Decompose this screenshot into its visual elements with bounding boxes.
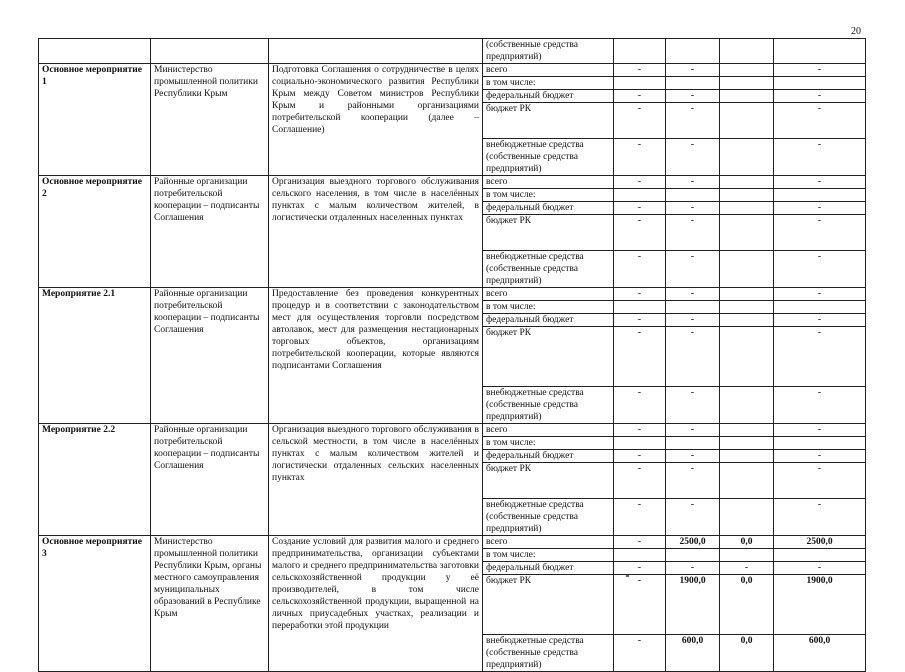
description-cell: Подготовка Соглашения о сотрудничестве в целях социально-экономического развития Республики Крым между Советом министров Республики Крым и районными организациями потребительской кооперации (далее – Соглашение) [269, 64, 483, 176]
amount-cell-v4: - [774, 139, 866, 176]
amount-cell-v4 [774, 437, 866, 450]
table-row [39, 424, 866, 437]
amount-cell-v4 [774, 549, 866, 562]
funding-source-cell: внебюджетные средства (собственные средства предприятий) [483, 251, 614, 288]
amount-cell-v2: - [666, 202, 720, 215]
amount-cell-v1: - [614, 575, 666, 635]
amount-cell-v1: - [614, 450, 666, 463]
executor-cell: Министерство промышленной политики Республики Крым, органы местного самоуправления муниципальных образований в Республике Крым [151, 536, 269, 672]
amount-cell-v2 [666, 189, 720, 202]
amount-cell-v1: - [614, 499, 666, 536]
description-cell [269, 39, 483, 64]
table-row [39, 176, 866, 189]
amount-cell-v1: - [614, 424, 666, 437]
amount-cell-v2: - [666, 64, 720, 77]
amount-cell-v4: - [774, 450, 866, 463]
amount-cell-v1 [614, 301, 666, 314]
amount-cell-v3 [720, 437, 774, 450]
funding-source-cell: внебюджетные средства (собственные средства предприятий) [483, 387, 614, 424]
amount-cell-v1: - [614, 288, 666, 301]
amount-cell-v2: 1900,0 [666, 575, 720, 635]
amount-cell-v4: - [774, 251, 866, 288]
amount-cell-v1 [614, 39, 666, 64]
amount-cell-v3 [720, 387, 774, 424]
amount-cell-v1: - [614, 536, 666, 549]
amount-cell-v4 [774, 77, 866, 90]
amount-cell-v2: - [666, 90, 720, 103]
funding-source-cell: в том числе: [483, 189, 614, 202]
table-row [39, 536, 866, 549]
amount-cell-v2: 2500,0 [666, 536, 720, 549]
table-row [39, 288, 866, 301]
description-cell: Организация выездного торгового обслуживания в сельской местности, в том числе в населённых пунктах с малым количеством жителей и логистически отдаленных сельских населенных пунктах [269, 424, 483, 536]
amount-cell-v3 [720, 139, 774, 176]
amount-cell-v1 [614, 549, 666, 562]
measure-name-cell: Мероприятие 2.1 [39, 288, 151, 424]
amount-cell-v2: - [666, 499, 720, 536]
amount-cell-v4 [774, 301, 866, 314]
funding-source-cell: внебюджетные средства (собственные средства предприятий) [483, 139, 614, 176]
funding-source-cell: в том числе: [483, 77, 614, 90]
amount-cell-v3 [720, 202, 774, 215]
amount-cell-v4: - [774, 90, 866, 103]
amount-cell-v3 [720, 288, 774, 301]
program-table-body [39, 39, 866, 672]
amount-cell-v2: - [666, 139, 720, 176]
amount-cell-v2 [666, 549, 720, 562]
amount-cell-v3 [720, 103, 774, 139]
funding-source-cell: бюджет РК [483, 575, 614, 635]
amount-cell-v3 [720, 39, 774, 64]
amount-cell-v3 [720, 314, 774, 327]
funding-source-cell: бюджет РК [483, 463, 614, 499]
amount-cell-v3: 0,0 [720, 635, 774, 672]
amount-cell-v2: - [666, 314, 720, 327]
amount-cell-v2: - [666, 463, 720, 499]
amount-cell-v1: - [614, 202, 666, 215]
amount-cell-v4: - [774, 424, 866, 437]
amount-cell-v2: - [666, 424, 720, 437]
funding-source-cell: бюджет РК [483, 327, 614, 387]
funding-source-cell: федеральный бюджет [483, 202, 614, 215]
funding-source-cell: федеральный бюджет [483, 562, 614, 575]
table-row [39, 64, 866, 77]
amount-cell-v3 [720, 450, 774, 463]
amount-cell-v1: - [614, 387, 666, 424]
amount-cell-v4: - [774, 103, 866, 139]
amount-cell-v1: - [614, 463, 666, 499]
amount-cell-v3 [720, 77, 774, 90]
measure-name-cell: Основное мероприятие 1 [39, 64, 151, 176]
amount-cell-v2: - [666, 251, 720, 288]
funding-source-cell: всего [483, 536, 614, 549]
amount-cell-v3 [720, 301, 774, 314]
measure-name-cell: Основное мероприятие 2 [39, 176, 151, 288]
amount-cell-v1: - [614, 176, 666, 189]
amount-cell-v1 [614, 189, 666, 202]
funding-source-cell: федеральный бюджет [483, 90, 614, 103]
executor-cell: Районные организации потребительской кооперации – подписанты Соглашения [151, 176, 269, 288]
description-cell: Предоставление без проведения конкурентных процедур и в соответствии с законодательством мест для осуществления торговли посредством автолавок, мест для размещения нестационарных торговых объектов, организациям потребительской кооперации, которые являются подписантами Соглашения [269, 288, 483, 424]
amount-cell-v3 [720, 424, 774, 437]
funding-source-cell: всего [483, 424, 614, 437]
funding-source-cell: в том числе: [483, 437, 614, 450]
amount-cell-v3 [720, 64, 774, 77]
page-number: 20 [851, 26, 861, 37]
amount-cell-v4: - [774, 288, 866, 301]
amount-cell-v1: - [614, 562, 666, 575]
amount-cell-v3 [720, 463, 774, 499]
amount-cell-v2: - [666, 215, 720, 251]
description-cell: Создание условий для развития малого и среднего предпринимательства, организации субъектами малого и среднего предпринимательства заготовки сельскохозяйственной продукции у её производителей, в том числе сельскохозяйственной продукции, выращенной на личных приусадебных участках, реализации и переработки этой продукции [269, 536, 483, 672]
amount-cell-v3: 0,0 [720, 536, 774, 549]
amount-cell-v3 [720, 215, 774, 251]
funding-source-cell: всего [483, 288, 614, 301]
funding-source-cell: всего [483, 64, 614, 77]
amount-cell-v3 [720, 90, 774, 103]
amount-cell-v1: - [614, 635, 666, 672]
amount-cell-v2: 600,0 [666, 635, 720, 672]
amount-cell-v4: 1900,0 [774, 575, 866, 635]
amount-cell-v2 [666, 437, 720, 450]
funding-source-cell: бюджет РК [483, 215, 614, 251]
amount-cell-v1: - [614, 90, 666, 103]
description-cell: Организация выездного торгового обслуживания сельского населения, в том числе в населённых пунктах с малым количеством жителей, в логистически отдаленных населенных пунктах [269, 176, 483, 288]
amount-cell-v4: - [774, 215, 866, 251]
amount-cell-v4: - [774, 64, 866, 77]
executor-cell [151, 39, 269, 64]
funding-source-cell: федеральный бюджет [483, 450, 614, 463]
funding-source-cell: внебюджетные средства (собственные средства предприятий) [483, 499, 614, 536]
amount-cell-v3: 0,0 [720, 575, 774, 635]
amount-cell-v3 [720, 189, 774, 202]
funding-source-cell: федеральный бюджет [483, 314, 614, 327]
amount-cell-v2 [666, 39, 720, 64]
executor-cell: Министерство промышленной политики Республики Крым [151, 64, 269, 176]
amount-cell-v2: - [666, 387, 720, 424]
amount-cell-v1: - [614, 64, 666, 77]
amount-cell-v3 [720, 251, 774, 288]
amount-cell-v2: - [666, 450, 720, 463]
amount-cell-v4: - [774, 499, 866, 536]
executor-cell: Районные организации потребительской кооперации – подписанты Соглашения [151, 288, 269, 424]
program-table [38, 38, 866, 672]
amount-cell-v4 [774, 189, 866, 202]
amount-cell-v4: - [774, 387, 866, 424]
amount-cell-v1 [614, 77, 666, 90]
amount-cell-v3 [720, 176, 774, 189]
measure-name-cell [39, 39, 151, 64]
funding-source-cell: бюджет РК [483, 103, 614, 139]
scan-speck [626, 575, 629, 577]
executor-cell: Районные организации потребительской кооперации – подписанты Соглашения [151, 424, 269, 536]
amount-cell-v4: - [774, 463, 866, 499]
amount-cell-v1: - [614, 103, 666, 139]
amount-cell-v2: - [666, 327, 720, 387]
amount-cell-v4: 2500,0 [774, 536, 866, 549]
amount-cell-v1: - [614, 139, 666, 176]
amount-cell-v4: - [774, 176, 866, 189]
amount-cell-v3 [720, 327, 774, 387]
amount-cell-v1 [614, 437, 666, 450]
measure-name-cell: Основное мероприятие 3 [39, 536, 151, 672]
funding-source-cell: внебюджетные средства (собственные средства предприятий) [483, 635, 614, 672]
amount-cell-v4: 600,0 [774, 635, 866, 672]
amount-cell-v4 [774, 39, 866, 64]
funding-source-cell: в том числе: [483, 301, 614, 314]
amount-cell-v1: - [614, 215, 666, 251]
amount-cell-v2 [666, 301, 720, 314]
amount-cell-v4: - [774, 202, 866, 215]
amount-cell-v1: - [614, 314, 666, 327]
amount-cell-v1: - [614, 251, 666, 288]
table-row [39, 39, 866, 64]
amount-cell-v2 [666, 77, 720, 90]
amount-cell-v2: - [666, 288, 720, 301]
funding-source-cell: всего [483, 176, 614, 189]
amount-cell-v3 [720, 549, 774, 562]
amount-cell-v2: - [666, 103, 720, 139]
amount-cell-v2: - [666, 562, 720, 575]
funding-source-cell: (собственные средства предприятий) [483, 39, 614, 64]
funding-source-cell: в том числе: [483, 549, 614, 562]
amount-cell-v2: - [666, 176, 720, 189]
amount-cell-v4: - [774, 314, 866, 327]
amount-cell-v4: - [774, 562, 866, 575]
amount-cell-v1: - [614, 327, 666, 387]
amount-cell-v3 [720, 499, 774, 536]
measure-name-cell: Мероприятие 2.2 [39, 424, 151, 536]
amount-cell-v3: - [720, 562, 774, 575]
amount-cell-v4: - [774, 327, 866, 387]
